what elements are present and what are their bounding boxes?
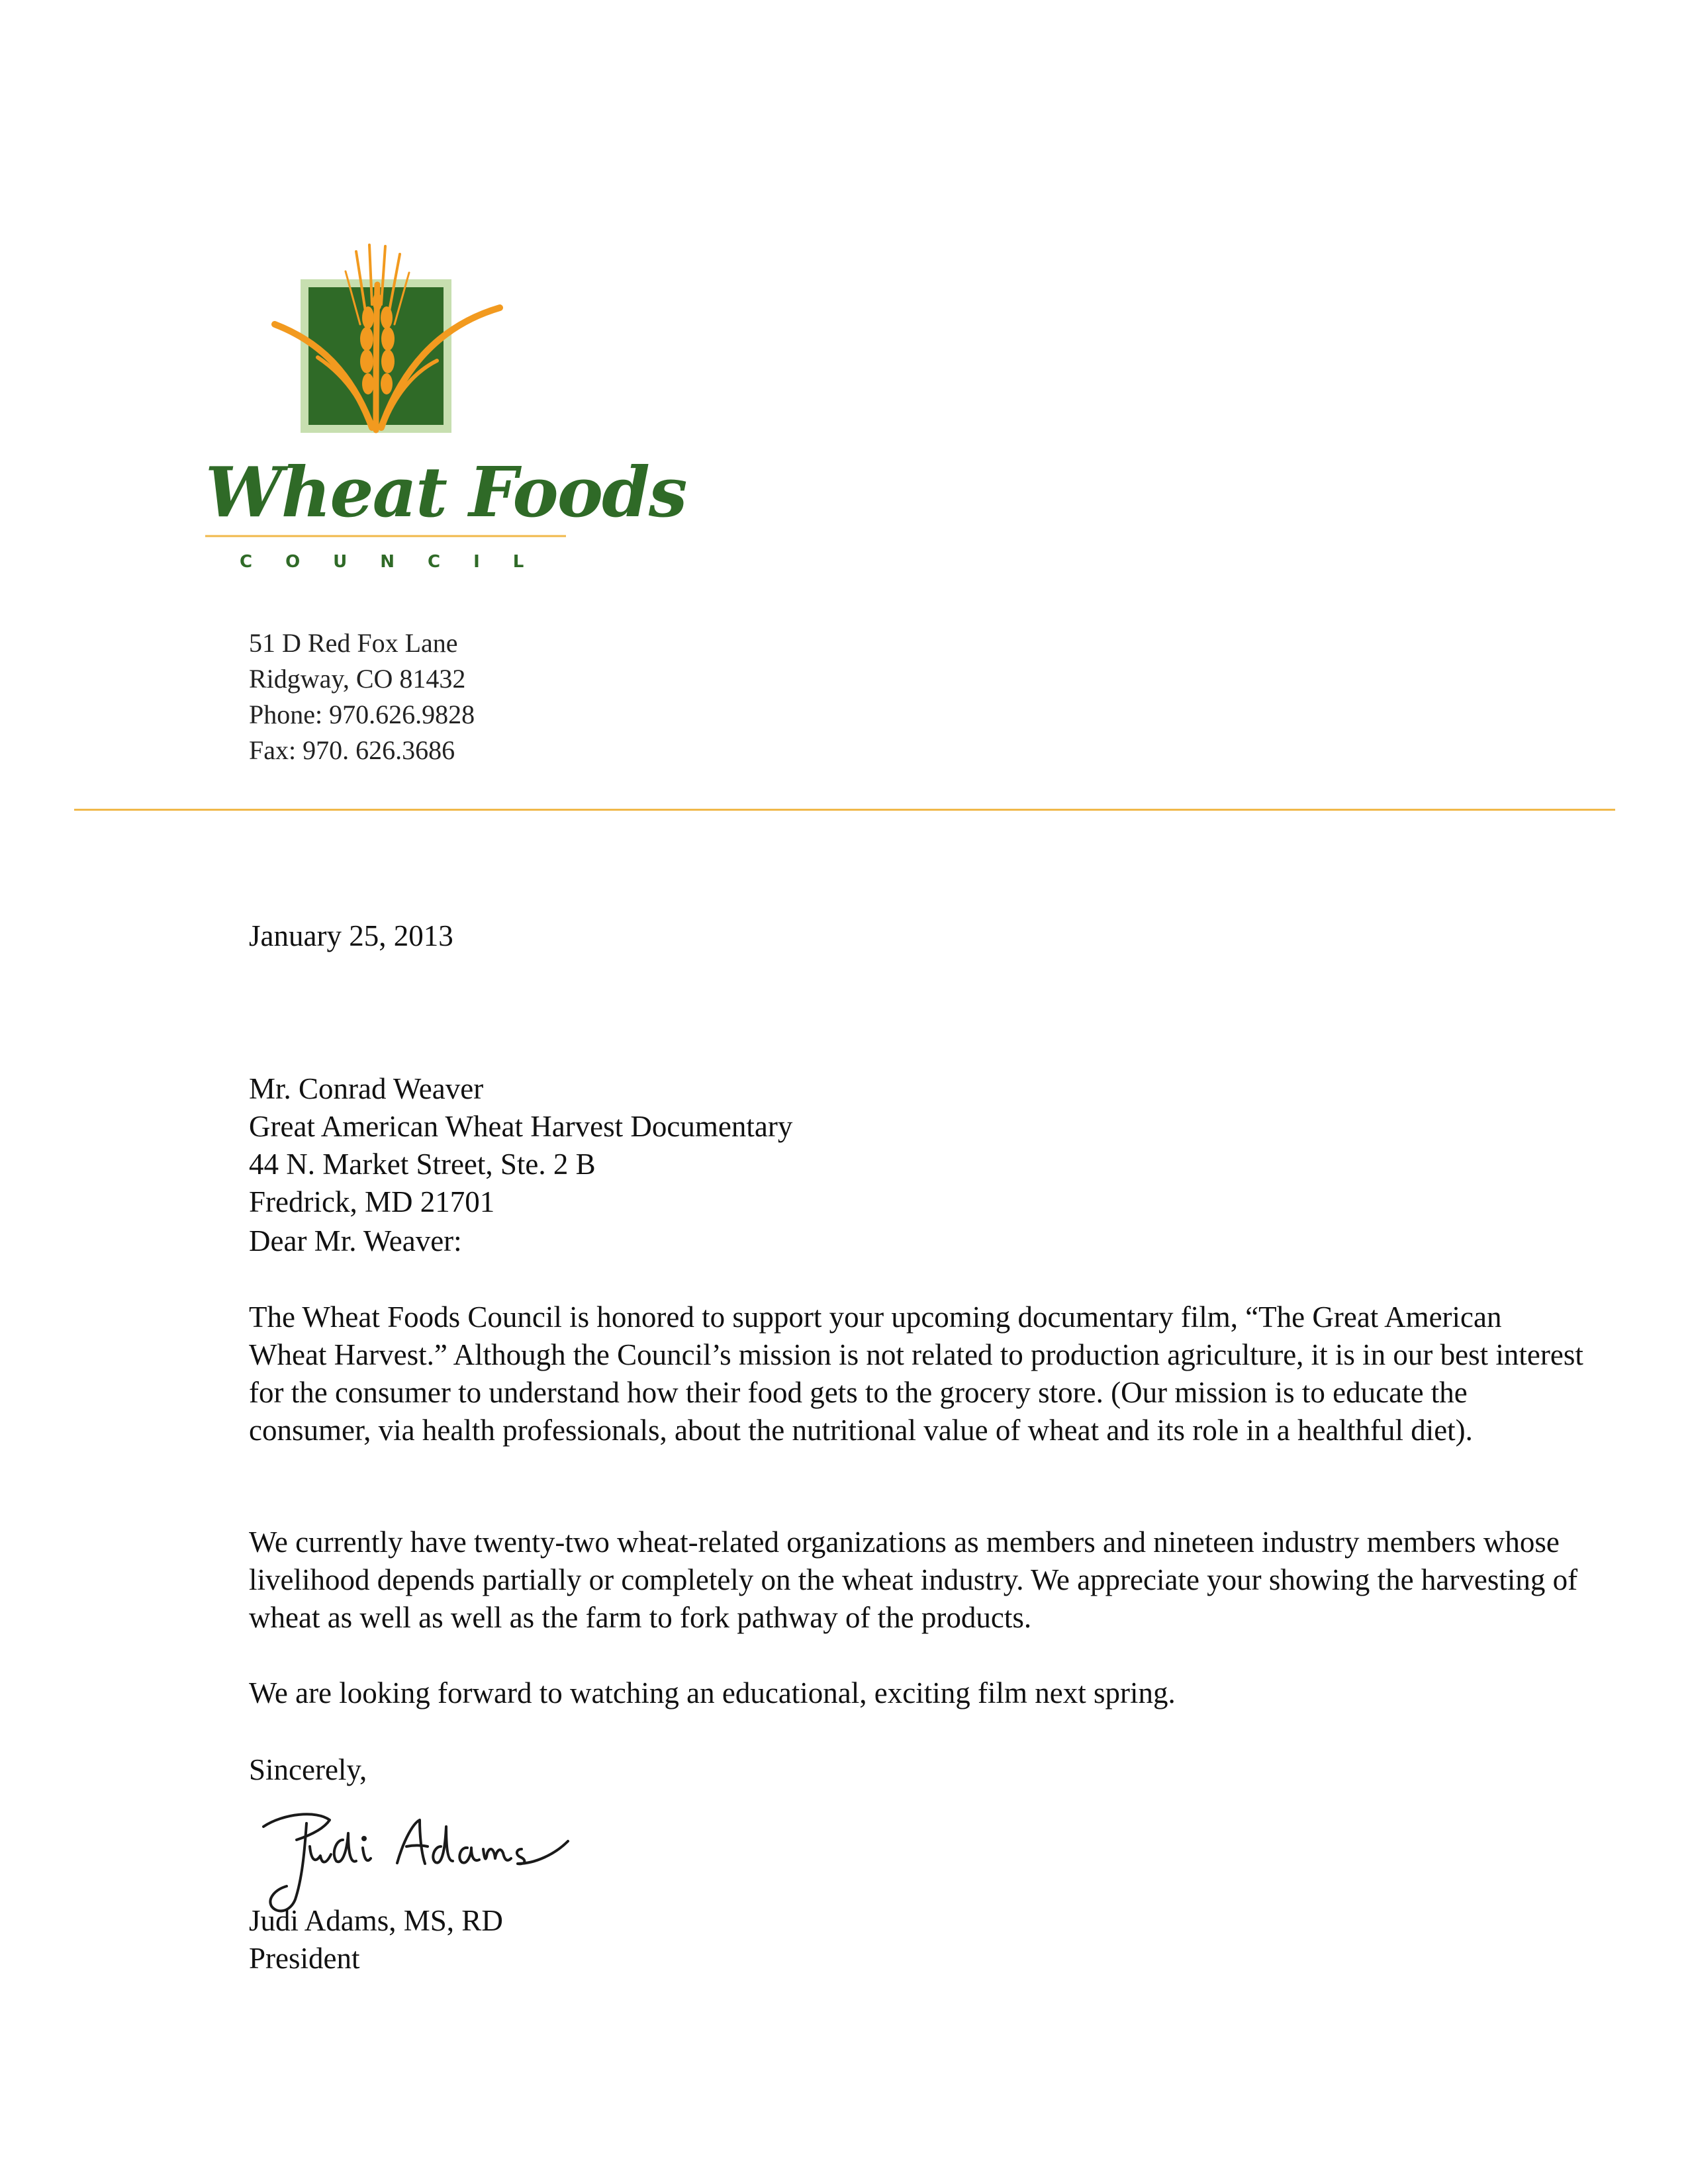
svg-text:COUNCIL: COUNCIL bbox=[240, 552, 557, 572]
body-paragraph: We are looking forward to watching an educational, exciting film next spring. bbox=[249, 1676, 1176, 1709]
recipient-street: 44 N. Market Street, Ste. 2 B bbox=[249, 1148, 596, 1181]
recipient-city-state-zip: Fredrick, MD 21701 bbox=[249, 1185, 495, 1218]
letterhead-divider bbox=[74, 809, 1615, 811]
recipient-block bbox=[249, 1070, 792, 1221]
address-fax: Fax: 970. 626.3686 bbox=[249, 735, 455, 765]
address-street: 51 D Red Fox Lane bbox=[249, 628, 458, 658]
signer-block bbox=[249, 1902, 503, 1978]
letterhead-address bbox=[249, 625, 475, 768]
body-paragraph: The Wheat Foods Council is honored to support your upcoming documentary film, “The Great American Wheat Harvest.” Although the Council’s mission is not related to production agriculture, it is in our best interest for the consumer to understand how their food gets to the grocery store. (Our mission is to educate the consumer, via health professionals, about the nutritional value of wheat and its role in a healthful diet). bbox=[249, 1300, 1583, 1447]
body-paragraph: We currently have twenty-two wheat-related organizations as members and nineteen industry members whose livelihood depends partially or completely on the wheat industry. We appreciate your showing the harvesting of wheat as well as well as the farm to fork pathway of the products. bbox=[249, 1525, 1578, 1634]
salutation: Dear Mr. Weaver: bbox=[249, 1224, 462, 1257]
recipient-organization: Great American Wheat Harvest Documentary bbox=[249, 1110, 793, 1143]
closing: Sincerely, bbox=[249, 1753, 367, 1786]
recipient-name: Mr. Conrad Weaver bbox=[249, 1072, 484, 1105]
address-phone: Phone: 970.626.9828 bbox=[249, 700, 475, 729]
signer-title: President bbox=[249, 1942, 360, 1975]
svg-text:Wheat Foods: Wheat Foods bbox=[205, 451, 686, 533]
letter-date: January 25, 2013 bbox=[249, 919, 453, 952]
signer-name: Judi Adams, MS, RD bbox=[249, 1904, 503, 1937]
wheat-foods-council-logo bbox=[199, 238, 686, 582]
address-city-state-zip: Ridgway, CO 81432 bbox=[249, 664, 466, 694]
